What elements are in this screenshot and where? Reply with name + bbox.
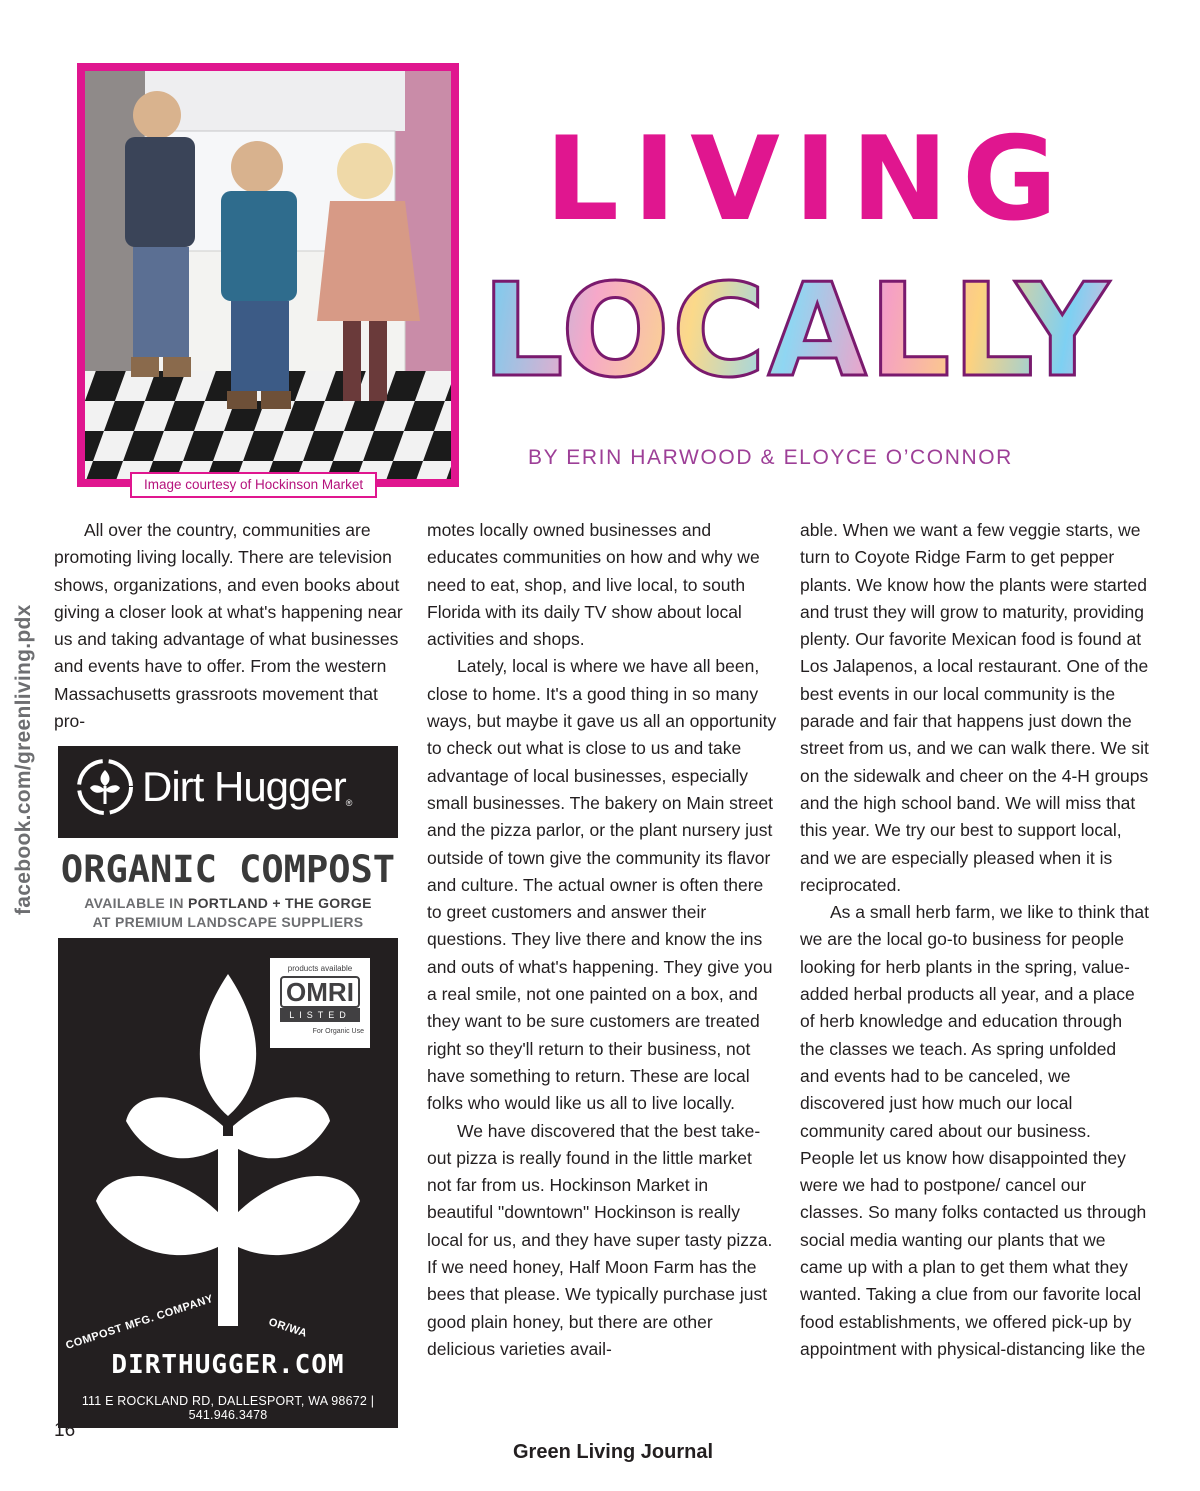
paragraph: All over the country, communities are promoting living locally. There are television shows, organizations, and even books about giving a closer look at what's happening near us and taking advantage of what businesses and events have to offer. From the western Massachusetts grassroots movement that pro- — [54, 520, 403, 732]
ad-headline: ORGANIC COMPOST — [60, 848, 396, 891]
ad-brand-name: Dirt Hugger — [142, 763, 346, 810]
avail-places: PORTLAND + THE GORGE — [187, 895, 372, 911]
avail-prefix: AVAILABLE IN — [84, 895, 188, 911]
ad-headline-band — [58, 838, 398, 938]
wheat-leaf-logo-icon — [76, 758, 134, 816]
ad-company: COMPOST MFG. COMPANY — [64, 1292, 216, 1352]
ad-availability — [58, 894, 398, 932]
ad-website[interactable]: DIRTHUGGER.COM — [111, 1350, 345, 1380]
title-line-living: LIVING — [545, 112, 1072, 247]
article-column-3 — [800, 517, 1150, 1363]
article-photo — [77, 63, 459, 487]
paragraph: able. When we want a few veggie starts, we turn to Coyote Ridge Farm to get pepper plants. We know how the plants were started and trust they will grow to maturity, providing plenty. Our favorite Mexican food is found at Los Jalapenos, a local restaurant. One of the best events in our local community is the parade and fair that happens just down the street from us, and we can walk there. We sit on the sidewalk and cheer on the 4-H groups and the high school band. We will miss that this year. We try our best to support local, and we are especially pleased when it is reciprocated. — [800, 520, 1149, 895]
omri-listed-badge — [270, 958, 370, 1048]
ad-logo — [76, 758, 352, 816]
omri-text: OMRI — [280, 976, 360, 1008]
photo-caption: Image courtesy of Hockinson Market — [130, 472, 377, 498]
article-column-2 — [427, 517, 777, 1363]
title-line-locally: LOCALLY — [482, 268, 1122, 396]
paragraph: We have discovered that the best take-out pizza is really found in the little market not far from us. Hockinson Market in beautiful "downtown" Hockinson is really local for us, and they have super tasty pizza. If we need honey, Half Moon Farm has the bees that please. We typically purchase just good plain honey, but there are other delicious varieties avail- — [427, 1120, 773, 1359]
registered-mark: ® — [345, 798, 353, 808]
article-column-1 — [54, 517, 406, 735]
journal-name: Green Living Journal — [513, 1441, 714, 1463]
omri-listed-text: LISTED — [280, 1008, 360, 1022]
page-number: 16 — [54, 1420, 76, 1441]
photo-children-at-counter — [85, 71, 451, 479]
omri-use-text: For Organic Use — [312, 1028, 364, 1035]
paragraph: Lately, local is where we have all been, close to home. It's a good thing in so many ways, but maybe it gave us all an opportunity to check out what is close to us and take advantage of local businesses, especially small businesses. The bakery on Main street and the pizza parlor, or the plant nursery just outside of town give the community its flavor and culture. The actual owner is often there to greet customers and answer their questions. They live there and know the ins and outs of what's happening. They give you a real smile, not one painted on a box, and they want to be sure customers are treated right so they'll return to their business, not have something to return. These are local folks who would like us all to live locally. — [427, 656, 777, 1114]
byline: BY ERIN HARWOOD & ELOYCE O’CONNOR — [528, 446, 1013, 469]
dirt-hugger-ad[interactable] — [58, 746, 398, 1428]
paragraph: As a small herb farm, we like to think that we are the local go-to business for people looking for herb plants in the spring, value-added herbal products all year, and a place of herb knowledge and education through the classes we teach. As spring unfolded and events had to be canceled, we discovered just how much our local community cared about our business. People let us know how disappointed they were we had to postpone/ cancel our classes. So many folks contacted us through social media wanting our plants that we came up with a plan to get them what they wanted. Taking a clue from our favorite local food establishments, we offered pick-up by appointment with physical-distancing like the — [800, 902, 1150, 1359]
omri-top-text: products available — [287, 964, 353, 973]
facebook-url[interactable]: facebook.com/greenliving.pdx — [12, 604, 35, 915]
avail-line2: AT PREMIUM LANDSCAPE SUPPLIERS — [92, 914, 364, 930]
paragraph: motes locally owned businesses and educates communities on how and why we need to eat, shop, and live local, to south Florida with its daily TV show about local activities and shops. — [427, 520, 760, 650]
ad-region: OR/WA — [267, 1316, 309, 1340]
ad-address: 111 E ROCKLAND RD, DALLESPORT, WA 98672 | 541.946.3478 — [81, 1394, 375, 1422]
